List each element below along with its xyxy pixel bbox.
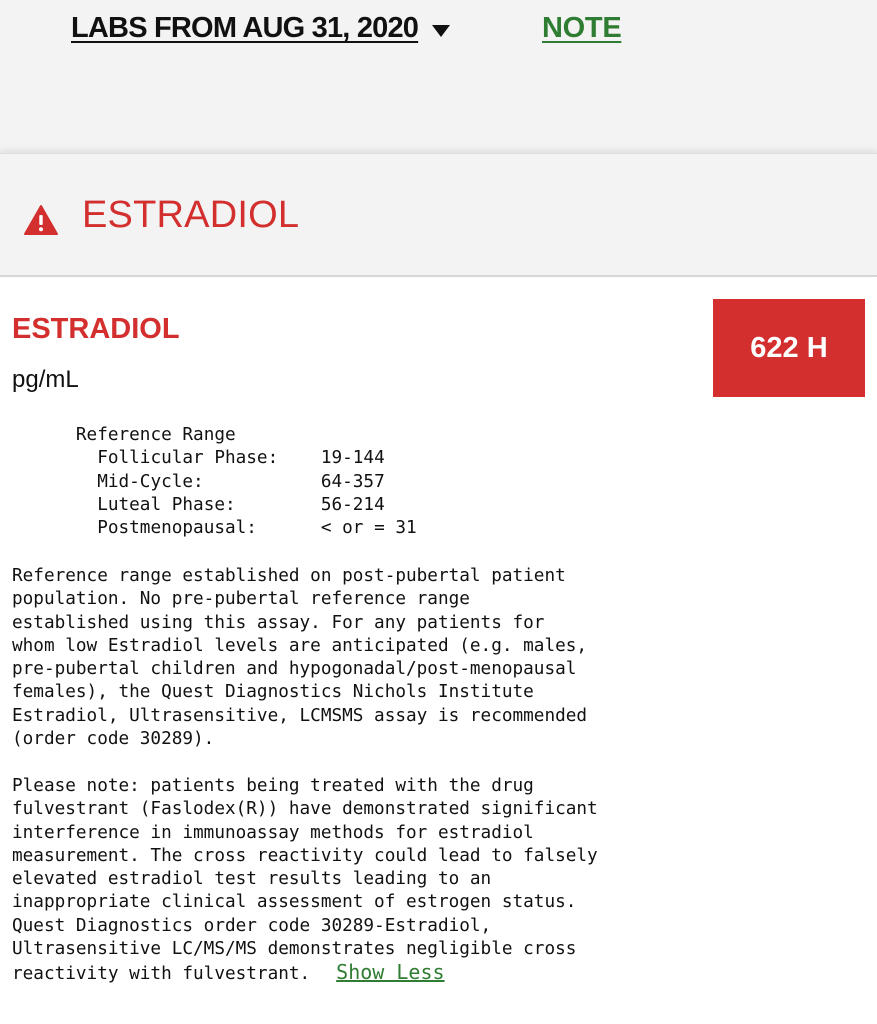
test-name: ESTRADIOL (12, 313, 180, 345)
reference-range-row: Follicular Phase: 19-144 (97, 448, 385, 469)
reference-range-heading: Reference Range (75, 425, 236, 445)
test-unit: pg/mL (12, 366, 79, 393)
chevron-down-icon[interactable] (432, 25, 450, 37)
alert-header[interactable] (0, 153, 877, 277)
show-less-link[interactable]: Show Less (336, 960, 445, 985)
reference-range (12, 424, 417, 540)
warning-triangle-icon (23, 204, 59, 236)
top-bar (0, 0, 877, 153)
reference-range-row: Postmenopausal: < or = 31 (97, 518, 417, 539)
notes-paragraph-1: Reference range established on post-pubertal patient population. No pre-pubertal reference range established using this assay. For any patients for whom low Estradiol levels are anticipated (e.g. males, pre-pubertal children and hypogonadal/post-menopausal females), the Quest Diagnostics Nichols Institute Estradiol, Ultrasensitive, LCMSMS assay is recommended (order code 30289). (12, 566, 588, 750)
labs-date-dropdown[interactable] (71, 12, 450, 45)
notes-paragraph-2: Please note: patients being treated with the drug fulvestrant (Faslodex(R)) have demonstrated significant interference in immunoassay methods for estradiol measurement. The cross reactivity could lead to falsely elevated estradiol test results leading to an inappropriate clinical assessment of estrogen status. Quest Diagnostics order code 30289-Estradiol, Ultrasensitive LC/MS/MS demonstrates negligible cross reactivity with fulvestrant. Show Less (12, 776, 598, 985)
alert-title: ESTRADIOL (82, 194, 300, 236)
result-value-badge: 622 H (713, 299, 865, 397)
reference-range-row: Luteal Phase: 56-214 (97, 494, 385, 515)
labs-date-label[interactable]: LABS FROM AUG 31, 2020 (71, 12, 419, 44)
note-link[interactable]: NOTE (542, 12, 622, 44)
reference-range-row: Mid-Cycle: 64-357 (97, 471, 385, 492)
